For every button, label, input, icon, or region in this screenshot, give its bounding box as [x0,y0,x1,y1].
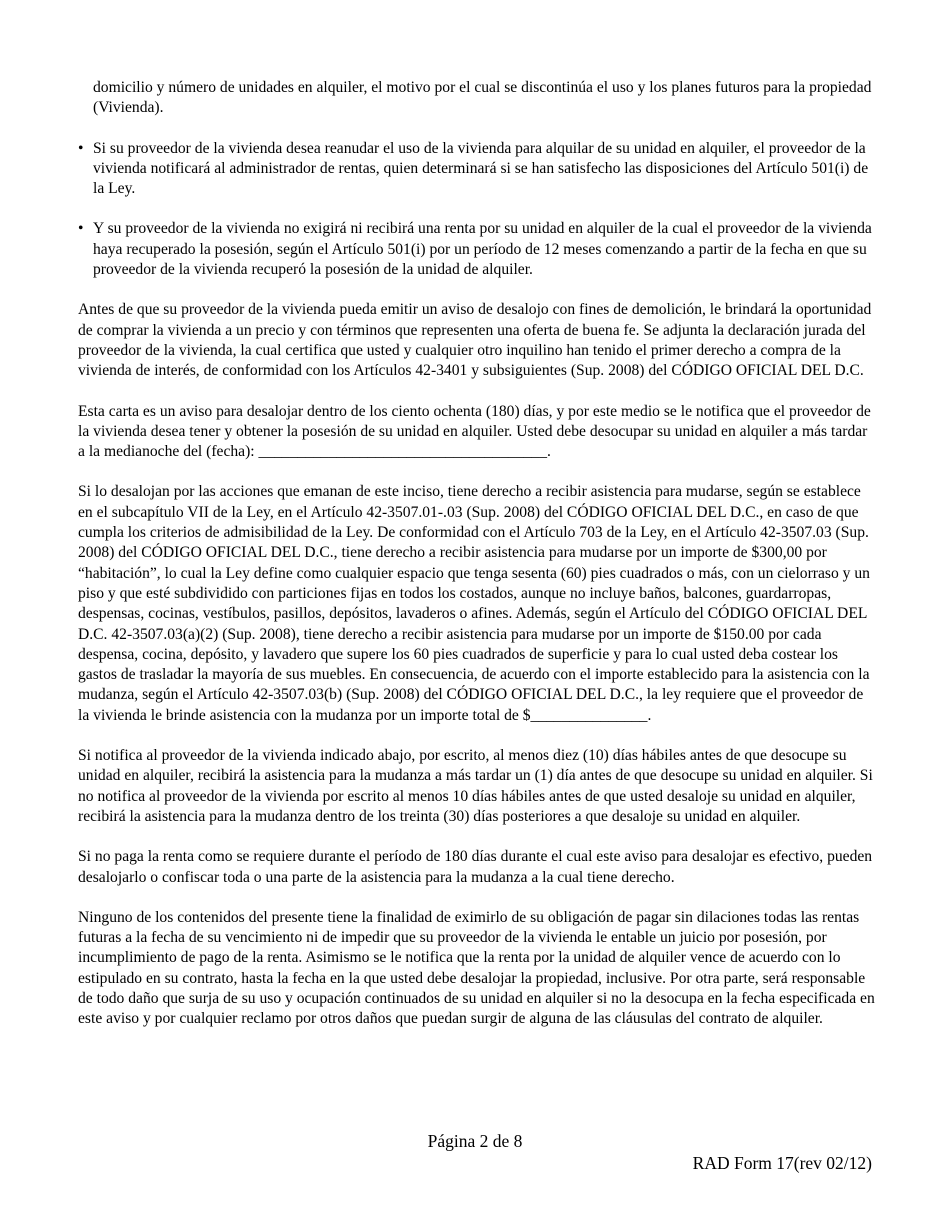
bullet-item [78,139,878,200]
paragraph-purchase-right: Antes de que su proveedor de la vivienda pueda emitir un aviso de desalojo con fines de demolición, le brindará la oportunidad de comprar la vivienda a un precio y con términos que representen una oferta de buena fe. Se adjunta la declaración jurada del proveedor de la vivienda, la cual certifica que usted y cualquier otro inquilino han tenido el primer derecho a compra de la vivienda de interés, de conformidad con los Artículos 42-3401 y subsiguientes (Sup. 2008) del CÓDIGO OFICIAL DEL D.C. [78,301,872,380]
paragraph-obligations: Ninguno de los contenidos del presente tiene la finalidad de eximirlo de su obligación de pagar sin dilaciones todas las rentas futuras a la fecha de su vencimiento ni de impedir que su proveedor de la vivienda le entable un juicio por posesión, por incumplimiento de pago de la renta. Asimismo se le notifica que la renta por la unidad de alquiler vence de acuerdo con lo estipulado en su contrato, hasta la fecha en la que usted debe desalojar la propiedad, inclusive. Por otra parte, será responsable de todo daño que surja de su uso y ocupación continuados de su unidad en alquiler si no la desocupa en la fecha especificada en este aviso y por cualquier reclamo por otros daños que puedan surgir de alguna de las cláusulas del contrato de alquiler. [78,908,875,1028]
bullet-text: Y su proveedor de la vivienda no exigirá ni recibirá una renta por su unidad en alquiler de la cual el proveedor de la vivienda haya recuperado la posesión, según el Artículo 501(i) por un período de 12 meses comenzando a partir de la fecha en que su proveedor de la vivienda recuperó la posesión de la unidad de alquiler. [93,220,872,279]
paragraph-relocation-assistance: Si lo desalojan por las acciones que emanan de este inciso, tiene derecho a recibir asistencia para mudarse, según se establece en el subcapítulo VII de la Ley, en el Artículo 42-3507.01-.03 (Sup. 2008) del CÓDIGO OFICIAL DEL D.C., en caso de que cumpla los criterios de admisibilidad de la Ley. De conformidad con el Artículo 703 de la Ley, en el Artículo 42-3507.03 (Sup. 2008) del CÓDIGO OFICIAL DEL D.C., tiene derecho a recibir asistencia para mudarse por un importe de $300,00 por “habitación”, lo cual la Ley define como cualquier espacio que tenga sesenta (60) pies cuadrados o más, con un cielorraso y un piso y que esté subdividido con particiones fijas en todos los costados, aunque no incluye baños, balcones, guardarropas, despensas, cocinas, vestíbulos, pasillos, depósitos, lavaderos o afines. Además, según el Artículo del CÓDIGO OFICIAL DEL D.C. 42-3507.03(a)(2) (Sup. 2008), tiene derecho a recibir asistencia para mudarse por un importe de $150.00 por cada despensa, cocina, depósito, y lavadero que supere los 60 pies cuadrados de superficie y para lo cual usted deba costear los gastos de trasladar la mayoría de sus muebles. En consecuencia, de acuerdo con el importe establecido para la asistencia con la mudanza, según el Artículo 42-3507.03(b) (Sup. 2008) del CÓDIGO OFICIAL DEL D.C., la ley requiere que el proveedor de la vivienda le brinde asistencia con la mudanza por un importe total de $_______________. [78,483,870,724]
intro-continuation: domicilio y número de unidades en alquiler, el motivo por el cual se discontinúa el uso y los planes futuros para la propiedad (Vivienda). [93,79,872,117]
bullet-dot-icon: • [78,220,84,238]
bullet-dot-icon: • [78,139,84,157]
form-identifier: RAD Form 17(rev 02/12) [692,1153,872,1173]
paragraph-vacate-notice: Esta carta es un aviso para desalojar dentro de los ciento ochenta (180) días, y por este medio se le notifica que el proveedor de la vivienda desea tener y obtener la posesión de su unidad en alquiler. Usted debe desocupar su unidad en alquiler a más tardar a la medianoche del (fecha): _____________________________________. [78,402,871,461]
bullet-item [78,219,878,280]
document-body [78,78,878,1030]
page-number: Página 2 de 8 [427,1131,523,1151]
bullet-text: Si su proveedor de la vivienda desea reanudar el uso de la vivienda para alquilar de su unidad en alquiler, el proveedor de la vivienda notificará al administrador de rentas, quien determinará si se han satisfecho las disposiciones del Artículo 501(i) de la Ley. [93,139,869,198]
paragraph-rent-payment: Si no paga la renta como se requiere durante el período de 180 días durante el cual este aviso para desalojar es efectivo, pueden desalojarlo o confiscar toda o una parte de la asistencia para la mudanza a la cual tiene derecho. [78,848,873,886]
paragraph-notification-timing: Si notifica al proveedor de la vivienda indicado abajo, por escrito, al menos diez (10) días hábiles antes de que desocupe su unidad en alquiler, recibirá la asistencia para la mudanza a más tardar un (1) día antes de que desocupe su unidad en alquiler. Si no notifica al proveedor de la vivienda por escrito al menos 10 días hábiles antes de que usted desaloje su unidad en alquiler, recibirá la asistencia para la mudanza dentro de los treinta (30) días posteriores a que desaloje su unidad en alquiler. [78,747,873,825]
